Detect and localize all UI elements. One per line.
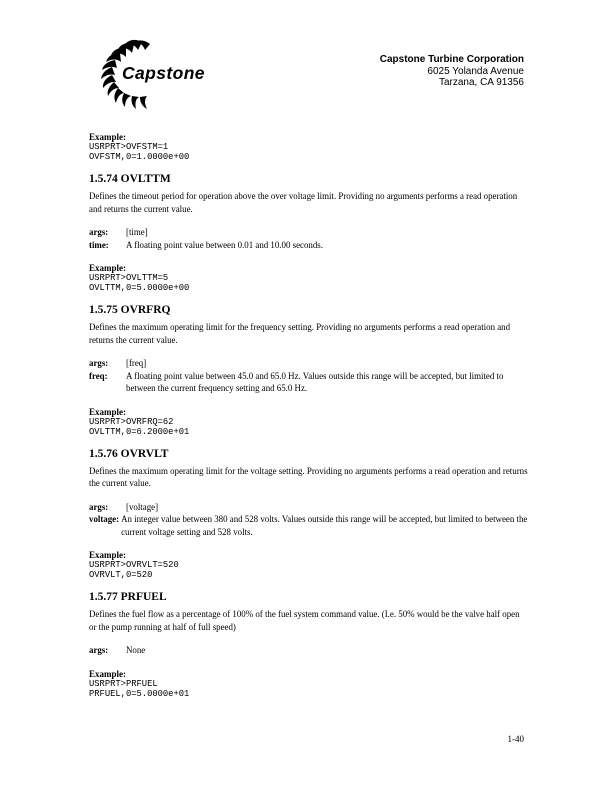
code-line: USRPRT>PRFUEL [89,678,158,689]
section-description: Defines the maximum operating limit for the frequency setting. Providing no arguments performs a read operation and returns the current value. [89,322,511,345]
argument-text: A floating point value between 0.01 and 10.00 seconds. [126,239,323,250]
example-label: Example: [89,406,126,417]
argument-name: args: [89,227,109,237]
code-line: USRPRT>OVFSTM=1 [89,142,169,152]
section-description: Defines the fuel flow as a percentage of 100% of the fuel system command value. (I.e. 50% would be the valve half open or the pump running at half of full speed) [89,609,520,632]
argument-name: voltage: [89,514,120,524]
capstone-logo [90,38,240,110]
code-line: OVRVLT,0=520 [89,570,153,580]
code-line: OVFSTM,0=1.0000e+00 [89,152,190,162]
example-code [89,679,529,699]
argument-row [89,239,529,252]
example-code [89,273,529,293]
section-title-ovrvlt: 1.5.76 OVRVLT [89,447,169,460]
section-description: Defines the maximum operating limit for the voltage setting. Providing no arguments performs a read operation and returns the current value. [89,465,528,488]
example-label: Example: [89,550,126,560]
section-description: Defines the timeout period for operation above the over voltage limit. Providing no arguments performs a read operation and returns the current value. [89,191,518,214]
address-line-1: 6025 Yolanda Avenue [427,65,524,77]
example-code [89,142,529,162]
code-line: USRPRT>OVLTTM=5 [89,273,169,283]
example-label: Example: [89,263,126,273]
argument-text: An integer value between 380 and 528 volts. Values outside this range will be accepted, but limited to between the current voltage setting and 528 volts. [121,514,528,537]
page-number: 1-40 [507,734,524,744]
argument-text: [freq] [126,358,147,368]
argument-name: args: [89,645,109,655]
argument-list [89,501,529,539]
example-code [89,560,529,580]
company-address-block [380,54,524,89]
logo-wordmark: Capstone [122,63,205,83]
argument-text: A floating point value between 45.0 and 65.0 Hz. Values outside this range will be accepted, but limited to between the current frequency setting and 65.0 Hz. [126,370,504,393]
argument-row [89,501,529,514]
argument-row [89,644,529,657]
company-name: Capstone Turbine Corporation [379,54,524,65]
code-line: USRPRT>OVRVLT=520 [89,560,179,570]
argument-name: args: [89,501,109,512]
code-line: OVLTTM,0=6.2000e+01 [89,426,190,437]
section-title-prfuel: 1.5.77 PRFUEL [89,591,167,603]
argument-row [89,370,529,395]
argument-name: args: [89,358,109,368]
code-line: OVLTTM,0=5.0000e+00 [89,283,190,293]
example-code [89,417,529,437]
argument-text: [voltage] [126,501,159,512]
argument-list [89,644,529,657]
code-line: PRFUEL,0=5.0000e+01 [89,688,190,699]
section-title-ovlttm: 1.5.74 OVLTTM [89,173,171,185]
address-line-2: Tarzana, CA 91356 [438,77,524,88]
argument-row [89,357,529,370]
section-title-ovrfrq: 1.5.75 OVRFRQ [89,304,171,316]
argument-list [89,357,529,395]
argument-list [89,226,529,251]
document-body [89,132,529,699]
argument-row [89,513,529,538]
code-line: USRPRT>OVRFRQ=62 [89,416,174,427]
example-label: Example: [89,668,126,679]
argument-text: None [126,645,146,655]
argument-text: [time] [126,227,148,237]
example-label: Example: [89,132,126,142]
argument-name: time: [89,239,109,250]
argument-row [89,226,529,239]
argument-name: freq: [89,370,108,381]
